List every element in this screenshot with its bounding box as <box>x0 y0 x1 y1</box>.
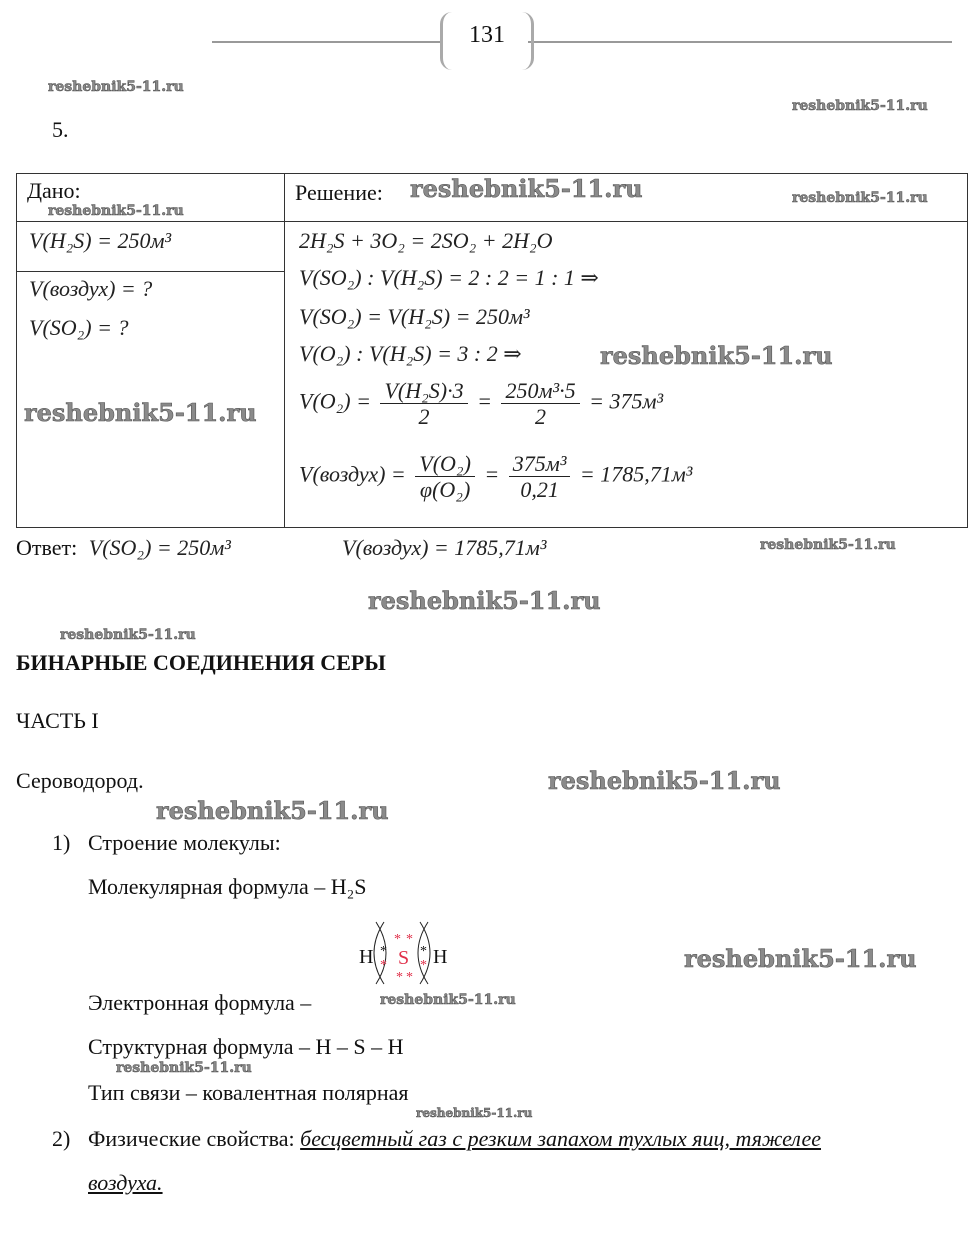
watermark: reshebnik5-11.ru <box>116 1060 252 1076</box>
physical-properties <box>88 1126 821 1151</box>
result: = 1785,71м³ <box>579 461 693 487</box>
given-value: V(H₂S) = 250м³ <box>29 228 172 253</box>
solution-label: Решение: <box>295 180 383 205</box>
lhs: V(O₂) = <box>299 388 371 414</box>
equation: V(SO₂) = V(H₂S) = 250м³ <box>299 304 530 329</box>
denominator: φ(O₂) <box>419 477 471 502</box>
given-label: Дано: <box>27 178 81 203</box>
watermark: reshebnik5-11.ru <box>48 79 184 95</box>
numerator: 250м³·5 <box>501 378 579 404</box>
bond-type: Тип связи – ковалентная полярная <box>88 1080 409 1105</box>
electronic-formula: Электронная формула – <box>88 990 312 1015</box>
answer-label: Ответ: <box>16 535 78 560</box>
hydrogen-atom: H <box>359 946 374 968</box>
answer-value: V(воздух) = 1785,71м³ <box>342 535 547 560</box>
find-value: V(воздух) = ? <box>29 276 153 301</box>
header-rule-left <box>212 41 440 43</box>
molecular-formula: Молекулярная формула – H₂S <box>88 874 367 899</box>
item-number: 1) <box>52 830 71 855</box>
equals: = <box>484 461 500 487</box>
header-rule-right <box>528 41 952 43</box>
structural-formula: Структурная формула – H – S – H <box>88 1034 404 1059</box>
watermark: reshebnik5-11.ru <box>760 537 896 553</box>
electron: * <box>420 944 427 959</box>
watermark: reshebnik5-11.ru <box>600 341 833 370</box>
watermark: reshebnik5-11.ru <box>24 398 257 427</box>
watermark: reshebnik5-11.ru <box>792 190 928 206</box>
equation: V(SO₂) : V(H₂S) = 2 : 2 = 1 : 1 ⇒ <box>299 265 599 290</box>
page-number: 131 <box>440 12 534 70</box>
electron: * <box>380 944 387 959</box>
result: = 375м³ <box>589 388 664 414</box>
properties-text: бесцветный газ с резким запахом тухлых яиц, тяжелее <box>300 1126 821 1151</box>
electron: * <box>396 970 403 985</box>
watermark: reshebnik5-11.ru <box>368 586 601 615</box>
hydrogen-atom: H <box>433 946 448 968</box>
electron: * <box>394 932 401 947</box>
watermark: reshebnik5-11.ru <box>548 766 781 795</box>
electron: * <box>406 970 413 985</box>
item-title: Физические свойства: <box>88 1126 295 1151</box>
sulfur-atom: S <box>398 947 410 969</box>
find-value: V(SO₂) = ? <box>29 315 129 340</box>
lewis-structure <box>356 920 456 986</box>
numerator: V(O₂) <box>415 451 475 477</box>
lhs: V(воздух) = <box>299 461 406 487</box>
denominator: 2 <box>535 404 547 429</box>
equation-fraction <box>299 451 692 502</box>
watermark: reshebnik5-11.ru <box>416 1106 533 1120</box>
part-heading: ЧАСТЬ I <box>16 708 99 733</box>
answer-value: V(SO₂) = 250м³ <box>88 535 231 560</box>
item-title: Строение молекулы: <box>88 830 281 855</box>
electron: * <box>420 958 427 973</box>
watermark: reshebnik5-11.ru <box>410 174 643 203</box>
denominator: 2 <box>418 404 430 429</box>
answer <box>16 535 231 560</box>
equation: 2H₂S + 3O₂ = 2SO₂ + 2H₂O <box>299 228 553 253</box>
task-number: 5. <box>52 117 69 142</box>
equation: V(O₂) : V(H₂S) = 3 : 2 ⇒ <box>299 341 522 366</box>
electron: * <box>380 958 387 973</box>
watermark: reshebnik5-11.ru <box>48 203 184 219</box>
electron: * <box>406 932 413 947</box>
numerator: 375м³ <box>509 451 571 477</box>
section-heading: БИНАРНЫЕ СОЕДИНЕНИЯ СЕРЫ <box>16 650 386 675</box>
watermark: reshebnik5-11.ru <box>156 796 389 825</box>
watermark: reshebnik5-11.ru <box>380 992 516 1008</box>
subject-title: Сероводород. <box>16 768 144 793</box>
denominator: 0,21 <box>520 477 559 502</box>
item-number: 2) <box>52 1126 71 1151</box>
equals: = <box>477 388 492 414</box>
equation-fraction <box>299 378 663 429</box>
watermark: reshebnik5-11.ru <box>684 944 917 973</box>
properties-text: воздуха. <box>88 1170 163 1195</box>
watermark: reshebnik5-11.ru <box>792 98 928 114</box>
numerator: V(H₂S)·3 <box>380 378 467 404</box>
watermark: reshebnik5-11.ru <box>60 627 196 643</box>
